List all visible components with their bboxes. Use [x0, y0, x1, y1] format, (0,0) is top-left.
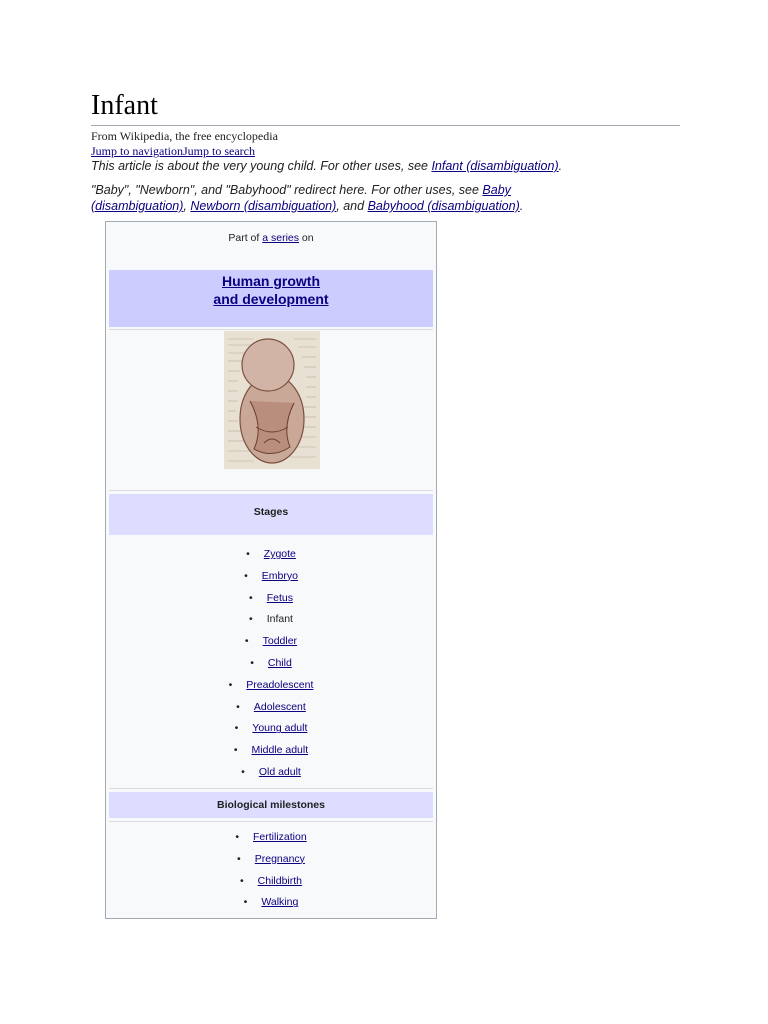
- list-item: [109, 762, 433, 784]
- list-item: [109, 871, 433, 893]
- stage-current-infant: Infant: [266, 613, 293, 626]
- part-of-text: Part of: [228, 232, 263, 244]
- stages-list: [109, 544, 433, 784]
- milestones-heading: Biological milestones: [109, 792, 433, 818]
- hatnote-text: .: [519, 199, 524, 213]
- hatnote-redirects: [91, 182, 561, 214]
- infobox-divider: [109, 490, 433, 491]
- list-item: [109, 631, 433, 653]
- babyhood-disambiguation-link[interactable]: Babyhood (disambiguation): [367, 199, 520, 213]
- series-link[interactable]: a series: [262, 232, 299, 244]
- list-item: [109, 566, 433, 588]
- stage-link-zygote[interactable]: Zygote: [263, 548, 296, 560]
- milestone-link-fertilization[interactable]: Fertilization: [253, 831, 307, 843]
- hatnote-text: ,: [183, 199, 191, 213]
- milestone-link-childbirth[interactable]: Childbirth: [257, 874, 303, 887]
- list-item: [109, 653, 433, 675]
- stage-link-preadolescent[interactable]: Preadolescent: [246, 678, 314, 691]
- stage-link-fetus[interactable]: Fetus: [266, 591, 293, 604]
- heading-line: Human growth: [222, 273, 320, 289]
- title-divider: [91, 125, 680, 126]
- milestone-link-pregnancy[interactable]: Pregnancy: [254, 852, 305, 865]
- list-item: [109, 544, 433, 566]
- human-growth-link[interactable]: [213, 273, 328, 307]
- infobox-divider: [109, 329, 433, 330]
- stage-link-old-adult[interactable]: Old adult: [258, 765, 301, 778]
- milestone-link-walking[interactable]: Walking: [261, 896, 299, 909]
- list-item: [109, 675, 433, 697]
- series-infobox: [105, 221, 437, 919]
- list-item: [109, 892, 433, 914]
- baby-disambiguation-link[interactable]: Baby (disambiguation): [91, 183, 511, 213]
- stages-heading: Stages: [109, 494, 433, 535]
- heading-line: and development: [213, 291, 329, 307]
- part-of-text: on: [299, 232, 314, 244]
- infobox-heading: [109, 270, 433, 327]
- list-item: [109, 588, 433, 610]
- newborn-disambiguation-link[interactable]: Newborn (disambiguation): [190, 199, 337, 213]
- stage-link-adolescent[interactable]: Adolescent: [253, 700, 306, 713]
- site-tagline: From Wikipedia, the free encyclopedia: [91, 129, 278, 143]
- hatnote-text: This article is about the very young child. For other uses, see: [91, 159, 432, 173]
- milestones-list: [109, 827, 433, 914]
- list-item: [109, 849, 433, 871]
- jump-to-navigation-link[interactable]: Jump to navigation: [91, 144, 183, 158]
- stage-link-toddler[interactable]: Toddler: [262, 635, 298, 648]
- stage-link-embryo[interactable]: Embryo: [261, 569, 298, 582]
- list-item: [109, 740, 433, 762]
- page-title: Infant: [91, 90, 158, 121]
- stage-link-young-adult[interactable]: Young adult: [252, 722, 308, 735]
- stage-link-middle-adult[interactable]: Middle adult: [251, 744, 309, 757]
- hatnote-text: .: [558, 159, 563, 173]
- infant-disambiguation-link[interactable]: Infant (disambiguation): [431, 159, 559, 173]
- infobox-divider: [109, 788, 433, 789]
- infobox-divider: [109, 821, 433, 822]
- stage-link-child[interactable]: Child: [267, 656, 292, 669]
- jump-links: [91, 144, 255, 159]
- list-item: [109, 609, 433, 631]
- list-item: [109, 718, 433, 740]
- fetus-drawing-image[interactable]: [224, 331, 320, 469]
- hatnote-infant: [91, 158, 562, 174]
- hatnote-text: , and: [336, 199, 368, 213]
- list-item: [109, 697, 433, 719]
- infobox-part-of: [109, 232, 433, 244]
- jump-to-search-link[interactable]: Jump to search: [183, 144, 255, 158]
- list-item: [109, 827, 433, 849]
- hatnote-text: "Baby", "Newborn", and "Babyhood" redirect here. For other uses, see: [91, 183, 483, 197]
